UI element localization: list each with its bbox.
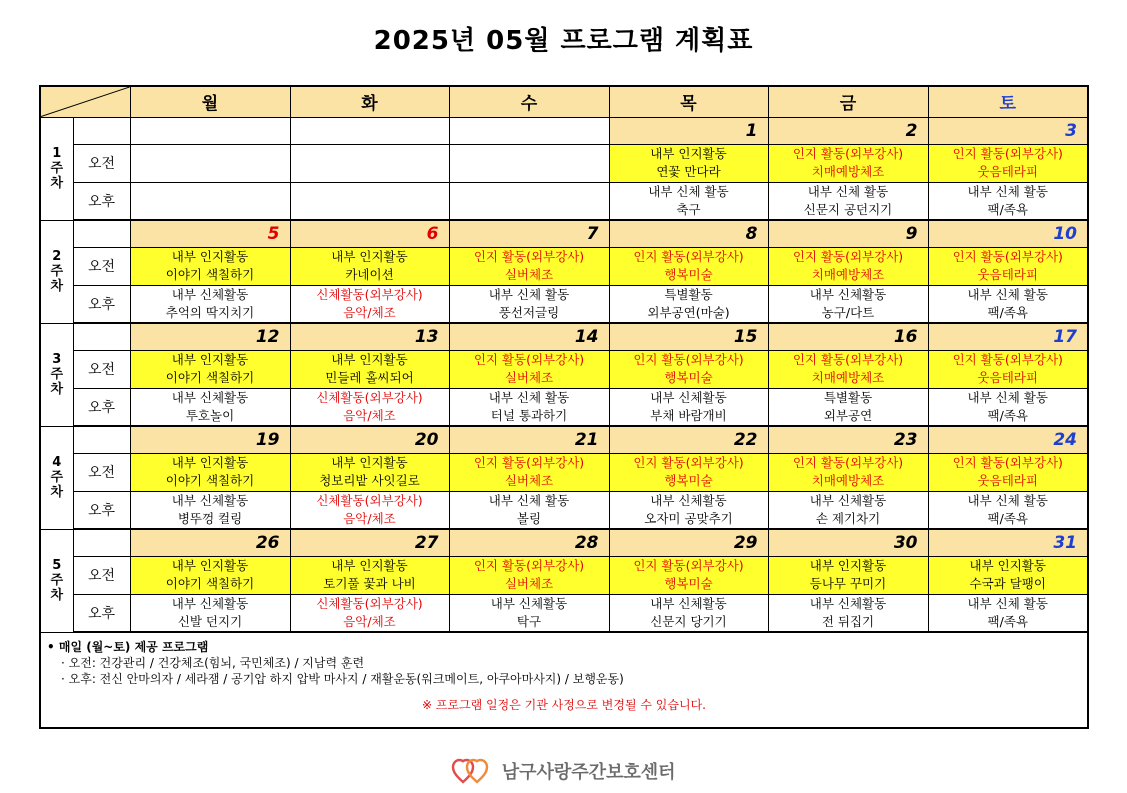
activity-cell (609, 285, 768, 323)
activity-title: 탁구 (516, 613, 542, 629)
date-cell: 27 (290, 529, 449, 556)
activity-type: 인지 활동(외부강사) (473, 249, 585, 264)
activity-cell (928, 144, 1088, 182)
day-header-wed: 수 (449, 86, 609, 117)
activity-cell (130, 556, 290, 594)
activity-title: 부채 바람개비 (650, 407, 727, 423)
activity-type: 신체활동(외부강사) (316, 389, 423, 405)
activity-cell (449, 556, 609, 594)
activity-cell (449, 594, 609, 632)
activity-cell (609, 350, 768, 388)
date-cell (130, 117, 290, 144)
week-label-char: 5 (52, 558, 62, 573)
activity-type: 내부 신체활동 (171, 389, 249, 405)
date-cell: 5 (130, 220, 290, 247)
activity-type: 내부 인지활동 (171, 249, 249, 264)
activity-title: 팩/족욕 (987, 510, 1028, 526)
date-cell: 3 (928, 117, 1088, 144)
activity-cell (768, 594, 928, 632)
activity-type: 인지 활동(외부강사) (473, 352, 585, 367)
activity-title: 치매예방체조 (811, 370, 885, 385)
activity-cell (928, 350, 1088, 388)
activity-title: 실버체조 (504, 473, 554, 488)
date-cell: 13 (290, 323, 449, 350)
activity-title: 수국과 달팽이 (969, 576, 1046, 591)
slot-label-am: 오전 (73, 247, 130, 285)
activity-title: 웃음테라피 (977, 164, 1038, 179)
schedule-pm-row (40, 594, 1088, 632)
slot-label-blank (73, 426, 130, 453)
activity-cell (449, 491, 609, 529)
date-cell: 6 (290, 220, 449, 247)
activity-cell (130, 285, 290, 323)
slot-label-pm: 오후 (73, 388, 130, 426)
week-label-char: 4 (52, 455, 62, 470)
activity-type: 내부 신체 활동 (967, 286, 1048, 302)
date-cell: 10 (928, 220, 1088, 247)
activity-type: 인지 활동(외부강사) (633, 558, 744, 573)
activity-type: 내부 신체 활동 (807, 183, 889, 199)
notes-am: · 오전: 건강관리 / 건강체조(힘뇌, 국민체조) / 지남력 훈련 (61, 656, 365, 670)
date-cell: 17 (928, 323, 1088, 350)
activity-title: 터널 통과하기 (490, 407, 568, 423)
slot-label-am: 오전 (73, 350, 130, 388)
activity-title: 실버체조 (504, 267, 554, 282)
activity-cell (928, 182, 1088, 220)
schedule-am-row (40, 144, 1088, 182)
activity-cell (130, 453, 290, 491)
schedule-am-row (40, 453, 1088, 491)
activity-type: 내부 신체활동 (171, 492, 249, 508)
activity-title: 민들레 홀씨되어 (325, 370, 414, 385)
notes-section (40, 632, 1088, 728)
activity-type: 인지 활동(외부강사) (792, 352, 904, 367)
date-cell: 14 (449, 323, 609, 350)
activity-type: 내부 인지활동 (171, 352, 249, 367)
activity-type: 내부 신체활동 (809, 595, 887, 611)
activity-type: 인지 활동(외부강사) (473, 455, 585, 470)
activity-cell (768, 247, 928, 285)
activity-type: 내부 신체활동 (809, 492, 887, 508)
activity-title: 팩/족욕 (987, 304, 1028, 320)
activity-cell (609, 182, 768, 220)
date-cell: 1 (609, 117, 768, 144)
date-cell: 23 (768, 426, 928, 453)
activity-cell (290, 556, 449, 594)
activity-type: 인지 활동(외부강사) (792, 455, 904, 470)
activity-title: 축구 (676, 201, 701, 217)
activity-title: 투호놀이 (185, 407, 235, 423)
activity-title: 손 제기차기 (815, 510, 881, 526)
date-cell: 9 (768, 220, 928, 247)
activity-cell (130, 350, 290, 388)
activity-type: 내부 인지활동 (331, 455, 408, 470)
activity-cell (130, 388, 290, 426)
activity-type: 내부 인지활동 (809, 558, 887, 573)
table-corner (40, 86, 130, 117)
activity-title: 이야기 색칠하기 (165, 473, 255, 488)
activity-title: 연꽃 만다라 (656, 164, 721, 179)
date-cell: 7 (449, 220, 609, 247)
date-cell: 28 (449, 529, 609, 556)
activity-type: 인지 활동(외부강사) (633, 249, 744, 264)
activity-type: 내부 신체활동 (650, 595, 727, 611)
activity-type: 내부 신체활동 (171, 595, 249, 611)
activity-type: 내부 신체활동 (650, 492, 727, 508)
date-cell: 19 (130, 426, 290, 453)
slot-label-am: 오전 (73, 453, 130, 491)
slot-label-am: 오전 (73, 556, 130, 594)
activity-type: 내부 신체 활동 (648, 183, 729, 199)
activity-cell (130, 247, 290, 285)
activity-cell (449, 453, 609, 491)
slot-label-blank (73, 220, 130, 247)
activity-cell (928, 285, 1088, 323)
date-cell: 22 (609, 426, 768, 453)
week-label-char: 2 (52, 249, 62, 264)
activity-title: 음악/체조 (343, 407, 396, 423)
date-cell: 26 (130, 529, 290, 556)
activity-title: 이야기 색칠하기 (165, 267, 255, 282)
activity-cell (130, 144, 290, 182)
activity-type: 인지 활동(외부강사) (473, 558, 585, 573)
slot-label-pm: 오후 (73, 594, 130, 632)
schedule-am-row (40, 350, 1088, 388)
activity-title: 병뚜껑 컬링 (177, 510, 243, 526)
activity-type: 내부 인지활동 (171, 558, 249, 573)
week-label-char: 차 (50, 588, 64, 603)
activity-title: 음악/체조 (343, 304, 396, 320)
activity-type: 특별활동 (664, 286, 713, 302)
week-label-char: 주 (50, 470, 64, 485)
day-header-row (40, 86, 1088, 117)
schedule-change-notice: ※ 프로그램 일정은 기관 사정으로 변경될 수 있습니다. (421, 698, 706, 712)
activity-cell (609, 594, 768, 632)
activity-title: 이야기 색칠하기 (165, 370, 255, 385)
activity-cell (449, 388, 609, 426)
activity-type: 내부 인지활동 (331, 558, 408, 573)
activity-cell (609, 453, 768, 491)
footer (0, 758, 1127, 784)
slot-label-pm: 오후 (73, 285, 130, 323)
activity-type: 인지 활동(외부강사) (792, 249, 904, 264)
date-cell: 2 (768, 117, 928, 144)
week-label-char: 주 (50, 367, 64, 382)
schedule-am-row (40, 247, 1088, 285)
activity-type: 내부 인지활동 (650, 146, 727, 161)
activity-title: 외부공연(마술) (647, 304, 730, 320)
activity-type: 내부 신체활동 (809, 286, 887, 302)
activity-type: 내부 신체 활동 (488, 286, 570, 302)
activity-type: 특별활동 (823, 389, 873, 405)
page-title: 2025년 05월 프로그램 계획표 (373, 26, 754, 56)
activity-cell (609, 556, 768, 594)
activity-title: 실버체조 (504, 576, 554, 591)
day-header-fri: 금 (768, 86, 928, 117)
activity-cell (130, 182, 290, 220)
activity-cell (290, 453, 449, 491)
activity-title: 팩/족욕 (987, 201, 1028, 217)
week-label-char: 1 (52, 146, 62, 161)
activity-title: 행복미술 (664, 370, 713, 385)
activity-type: 인지 활동(외부강사) (952, 249, 1063, 264)
activity-cell (768, 388, 928, 426)
date-cell (290, 117, 449, 144)
activity-cell (928, 594, 1088, 632)
activity-type: 내부 신체 활동 (967, 183, 1048, 199)
activity-type: 인지 활동(외부강사) (633, 455, 744, 470)
activity-cell (768, 491, 928, 529)
activity-cell (290, 350, 449, 388)
activity-title: 팩/족욕 (987, 613, 1028, 629)
activity-type: 내부 신체활동 (171, 286, 249, 302)
activity-title: 실버체조 (504, 370, 554, 385)
activity-type: 내부 신체활동 (490, 595, 568, 611)
week-date-row (40, 117, 1088, 144)
activity-type: 인지 활동(외부강사) (952, 146, 1063, 161)
date-cell: 29 (609, 529, 768, 556)
date-cell: 31 (928, 529, 1088, 556)
week-label (40, 426, 73, 529)
activity-cell (290, 182, 449, 220)
date-cell: 21 (449, 426, 609, 453)
week-date-row (40, 323, 1088, 350)
activity-title: 음악/체조 (343, 510, 396, 526)
date-cell: 15 (609, 323, 768, 350)
day-header-thu: 목 (609, 86, 768, 117)
week-label-char: 3 (52, 352, 62, 367)
activity-title: 행복미술 (664, 473, 713, 488)
activity-title: 등나무 꾸미기 (809, 576, 887, 591)
activity-cell (609, 144, 768, 182)
activity-cell (768, 285, 928, 323)
week-label (40, 529, 73, 632)
week-label-char: 차 (50, 279, 64, 294)
notes-pm: · 오후: 전신 안마의자 / 세라잼 / 공기압 하지 압박 마사지 / 재활운동(워크메이트, 아쿠아마사지) / 보행운동) (61, 672, 624, 686)
date-cell: 24 (928, 426, 1088, 453)
date-cell: 20 (290, 426, 449, 453)
date-cell: 12 (130, 323, 290, 350)
activity-type: 내부 신체 활동 (488, 389, 570, 405)
activity-title: 토기풀 꽃과 나비 (323, 576, 416, 591)
date-cell: 8 (609, 220, 768, 247)
activity-title: 전 뒤집기 (821, 613, 875, 629)
activity-type: 내부 인지활동 (331, 249, 408, 264)
activity-cell (928, 491, 1088, 529)
date-cell: 16 (768, 323, 928, 350)
week-date-row (40, 426, 1088, 453)
activity-cell (768, 350, 928, 388)
slot-label-blank (73, 323, 130, 350)
heart-logo-icon (451, 758, 491, 784)
activity-title: 팩/족욕 (987, 407, 1028, 423)
week-label (40, 323, 73, 426)
activity-cell (290, 144, 449, 182)
activity-type: 인지 활동(외부강사) (952, 352, 1063, 367)
date-cell (449, 117, 609, 144)
activity-cell (290, 388, 449, 426)
activity-cell (768, 144, 928, 182)
activity-title: 추억의 딱지치기 (165, 304, 255, 320)
slot-label-pm: 오후 (73, 182, 130, 220)
activity-title: 웃음테라피 (977, 267, 1038, 282)
activity-cell (449, 247, 609, 285)
week-label-char: 주 (50, 573, 64, 588)
activity-title: 농구/다트 (821, 304, 875, 320)
notes-heading: • 매일 (월~토) 제공 프로그램 (47, 640, 209, 654)
activity-type: 내부 신체 활동 (488, 492, 570, 508)
activity-cell (290, 594, 449, 632)
activity-title: 풍선저글링 (498, 304, 560, 320)
schedule-pm-row (40, 491, 1088, 529)
activity-title: 웃음테라피 (977, 473, 1038, 488)
activity-cell (928, 388, 1088, 426)
activity-title: 신문지 공던지기 (803, 201, 893, 217)
activity-cell (928, 453, 1088, 491)
activity-title: 치매예방체조 (811, 164, 885, 179)
activity-type: 내부 신체활동 (650, 389, 727, 405)
week-label (40, 117, 73, 220)
activity-type: 내부 신체 활동 (967, 492, 1048, 508)
activity-cell (449, 144, 609, 182)
activity-cell (768, 453, 928, 491)
activity-title: 카네이션 (345, 267, 394, 282)
activity-type: 신체활동(외부강사) (316, 492, 423, 508)
schedule-pm-row (40, 285, 1088, 323)
activity-type: 내부 인지활동 (171, 455, 249, 470)
activity-title: 치매예방체조 (811, 473, 885, 488)
activity-title: 행복미술 (664, 576, 713, 591)
day-header-mon: 월 (130, 86, 290, 117)
activity-cell (130, 491, 290, 529)
activity-title: 신문지 당기기 (650, 613, 727, 629)
activity-title: 웃음테라피 (977, 370, 1038, 385)
activity-cell (928, 247, 1088, 285)
schedule-am-row (40, 556, 1088, 594)
activity-type: 내부 인지활동 (969, 558, 1046, 573)
activity-title: 볼링 (516, 510, 542, 526)
activity-cell (768, 556, 928, 594)
activity-title: 외부공연 (823, 407, 873, 423)
week-label-char: 차 (50, 176, 64, 191)
activity-cell (449, 285, 609, 323)
activity-type: 인지 활동(외부강사) (952, 455, 1063, 470)
activity-cell (928, 556, 1088, 594)
activity-cell (609, 491, 768, 529)
activity-cell (290, 491, 449, 529)
activity-type: 인지 활동(외부강사) (792, 146, 904, 161)
slot-label-pm: 오후 (73, 491, 130, 529)
activity-type: 인지 활동(외부강사) (633, 352, 744, 367)
week-label-char: 주 (50, 161, 64, 176)
activity-type: 신체활동(외부강사) (316, 286, 423, 302)
activity-title: 치매예방체조 (811, 267, 885, 282)
activity-title: 행복미술 (664, 267, 713, 282)
organization-name: 남구사랑주간보호센터 (501, 762, 676, 783)
activity-title: 청보리밭 사잇길로 (319, 473, 420, 488)
activity-type: 내부 신체 활동 (967, 595, 1048, 611)
activity-cell (449, 350, 609, 388)
activity-type: 신체활동(외부강사) (316, 595, 423, 611)
program-schedule-table (39, 85, 1089, 729)
activity-cell (768, 182, 928, 220)
day-header-sat: 토 (928, 86, 1088, 117)
activity-title: 음악/체조 (343, 613, 396, 629)
week-label-char: 주 (50, 264, 64, 279)
activity-title: 오자미 공맞추기 (644, 510, 733, 526)
activity-type: 내부 신체 활동 (967, 389, 1048, 405)
activity-cell (449, 182, 609, 220)
schedule-pm-row (40, 388, 1088, 426)
date-cell: 30 (768, 529, 928, 556)
activity-cell (130, 594, 290, 632)
week-date-row (40, 220, 1088, 247)
activity-cell (290, 285, 449, 323)
week-label (40, 220, 73, 323)
schedule-pm-row (40, 182, 1088, 220)
week-date-row (40, 529, 1088, 556)
activity-cell (290, 247, 449, 285)
week-label-char: 차 (50, 485, 64, 500)
activity-type: 내부 인지활동 (331, 352, 408, 367)
activity-title: 이야기 색칠하기 (165, 576, 255, 591)
activity-cell (609, 388, 768, 426)
slot-label-blank (73, 529, 130, 556)
slot-label-am: 오전 (73, 144, 130, 182)
day-header-tue: 화 (290, 86, 449, 117)
week-label-char: 차 (50, 382, 64, 397)
activity-title: 신발 던지기 (177, 613, 243, 629)
activity-cell (609, 247, 768, 285)
slot-label-blank (73, 117, 130, 144)
